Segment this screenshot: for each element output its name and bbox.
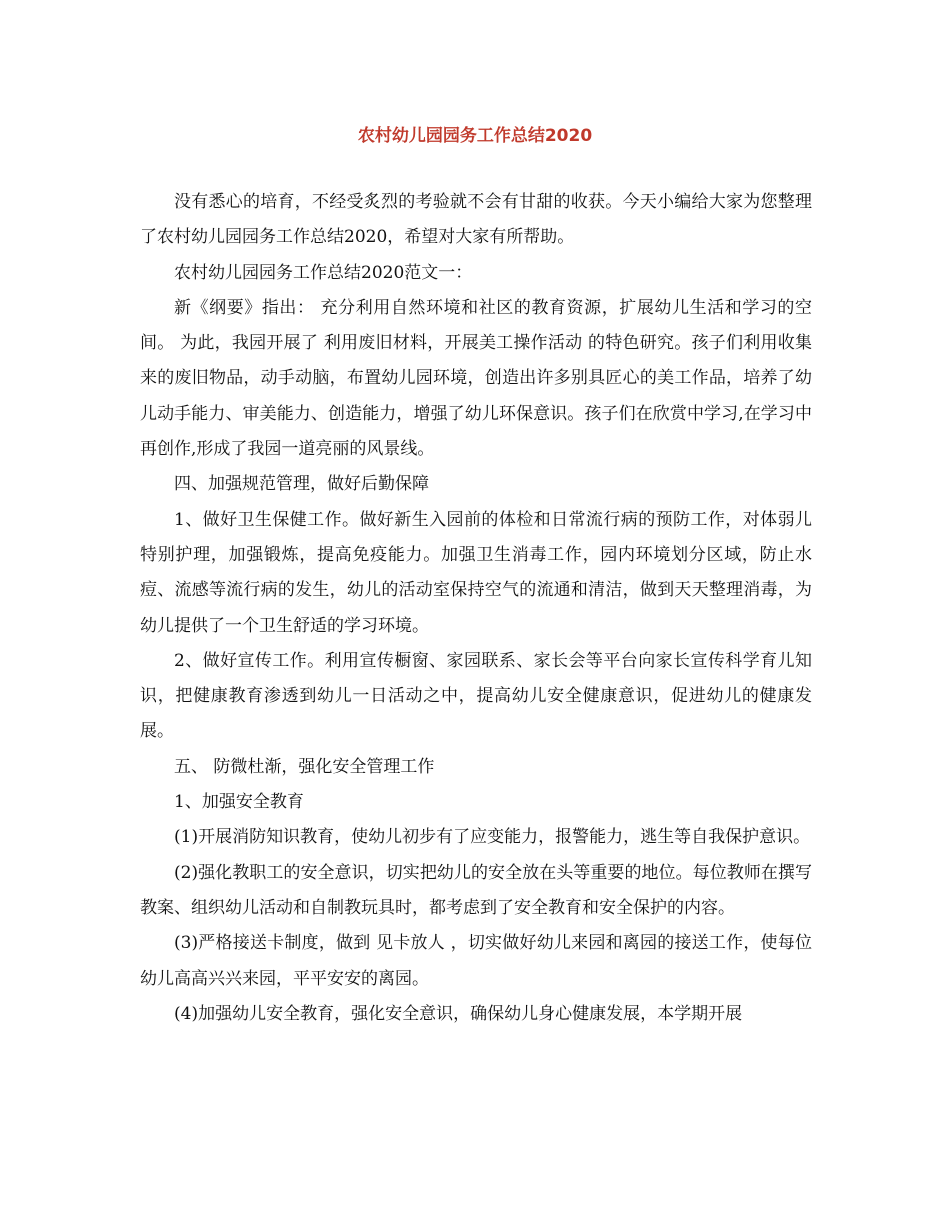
paragraph: (3)严格接送卡制度，做到 见卡放人 ，切实做好幼儿来园和离园的接送工作，使每位幼儿高高兴兴来园，平平安安的离园。 [140, 933, 812, 989]
section-heading: 四、加强规范管理，做好后勤保障 [174, 474, 429, 495]
paragraph: 农村幼儿园园务工作总结2020范文一： [174, 262, 473, 283]
paragraph: 新《纲要》指出： 充分利用自然环境和社区的教育资源，扩展幼儿生活和学习的空间。 为此，我园开展了 利用废旧材料，开展美工操作活动 的特色研究。孩子们利用收集来的废旧物品，动手动脑，布置幼儿园环境，创造出许多别具匠心的美工作品，培养了幼儿动手能力、审美能力、创造能力，增强了幼儿环保意识。孩子们在欣赏中学习,在学习中再创作,形成了我园一道亮丽的风景线。 [140, 297, 812, 460]
paragraph: 没有悉心的培育，不经受炙烈的考验就不会有甘甜的收获。今天小编给大家为您整理了农村幼儿园园务工作总结2020，希望对大家有所帮助。 [140, 192, 812, 248]
paragraph: 2、做好宣传工作。利用宣传橱窗、家园联系、家长会等平台向家长宣传科学育儿知识，把健康教育渗透到幼儿一日活动之中，提高幼儿安全健康意识，促进幼儿的健康发展。 [140, 650, 812, 742]
section-heading: 五、 防微杜渐，强化安全管理工作 [174, 756, 435, 777]
paragraph: (2)强化教职工的安全意识，切实把幼儿的安全放在头等重要的地位。每位教师在撰写教案、组织幼儿活动和自制教玩具时，都考虑到了安全教育和安全保护的内容。 [140, 862, 812, 918]
paragraph: (4)加强幼儿安全教育，强化安全意识，确保幼儿身心健康发展，本学期开展 [174, 1003, 743, 1024]
document-body [140, 185, 812, 1032]
paragraph: 1、做好卫生保健工作。做好新生入园前的体检和日常流行病的预防工作，对体弱儿特别护理，加强锻炼，提高免疫能力。加强卫生消毒工作，园内环境划分区域，防止水痘、流感等流行病的发生，幼儿的活动室保持空气的流通和清洁，做到天天整理消毒，为幼儿提供了一个卫生舒适的学习环境。 [140, 509, 812, 636]
document-title: 农村幼儿园园务工作总结2020 [357, 126, 593, 146]
paragraph: (1)开展消防知识教育，使幼儿初步有了应变能力，报警能力，逃生等自我保护意识。 [174, 827, 811, 848]
subsection-heading: 1、加强安全教育 [174, 792, 304, 813]
